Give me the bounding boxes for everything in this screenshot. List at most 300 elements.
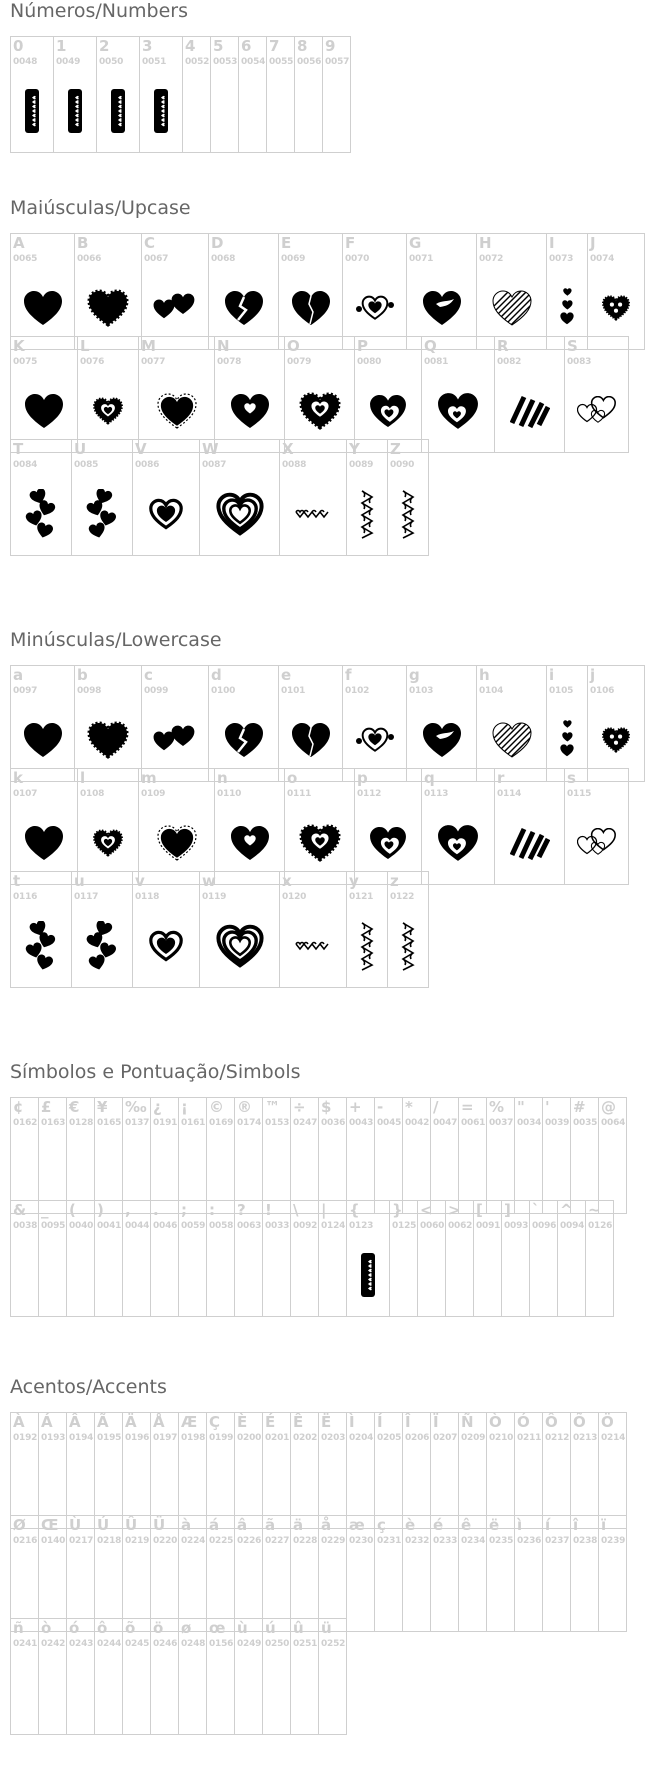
glyph-cell — [458, 1412, 487, 1529]
char-label: Œ — [41, 1516, 59, 1534]
char-label: ã — [265, 1516, 276, 1534]
char-label: 9 — [325, 37, 336, 55]
char-label: Â — [69, 1413, 81, 1431]
svg-text:♥♥♥♥♥♥♥: ♥♥♥♥♥♥♥ — [366, 1258, 372, 1291]
glyph-cell — [557, 1200, 586, 1317]
char-code: 0245 — [125, 1639, 150, 1649]
glyph-cell — [587, 665, 645, 782]
char-label: ' — [545, 1098, 550, 1116]
char-code: 0071 — [409, 254, 434, 264]
glyph-cell — [290, 1412, 319, 1529]
char-label: Ò — [489, 1413, 502, 1431]
glyph-cell — [206, 1097, 235, 1214]
heart-glyph-icon — [200, 904, 279, 987]
char-code: 0105 — [549, 686, 574, 696]
char-code: 0043 — [349, 1118, 374, 1128]
char-label: Z — [390, 440, 401, 458]
glyph-cell — [10, 1200, 39, 1317]
char-label: Ú — [97, 1516, 110, 1534]
char-code: 0119 — [202, 892, 227, 902]
char-label: & — [13, 1201, 27, 1219]
char-code: 0051 — [142, 57, 167, 67]
glyph-cell — [406, 233, 477, 350]
char-code: 0093 — [504, 1221, 529, 1231]
char-label: ` — [532, 1201, 540, 1219]
char-code: 0087 — [202, 460, 227, 470]
char-code: 0111 — [287, 789, 312, 799]
section-title: Números/Numbers — [10, 0, 188, 22]
char-label: + — [349, 1098, 362, 1116]
char-label: f — [345, 666, 352, 684]
char-label: ! — [265, 1201, 272, 1219]
heart-glyph-icon — [280, 904, 346, 987]
glyph-cell — [234, 1618, 263, 1735]
heart-glyph-icon — [422, 801, 494, 884]
char-label: Ù — [69, 1516, 82, 1534]
glyph-cell — [458, 1515, 487, 1632]
char-code: 0194 — [69, 1433, 94, 1443]
glyph-cell — [430, 1097, 459, 1214]
section-title: Maiúsculas/Upcase — [10, 197, 191, 219]
char-code: 0140 — [41, 1536, 66, 1546]
char-code: 0118 — [135, 892, 160, 902]
glyph-cell — [199, 439, 280, 556]
glyph-cell — [150, 1515, 179, 1632]
char-code: 0174 — [237, 1118, 262, 1128]
char-label: B — [77, 234, 89, 252]
char-code: 0251 — [293, 1639, 318, 1649]
char-label: Æ — [181, 1413, 198, 1431]
char-code: 0124 — [321, 1221, 346, 1231]
glyph-cell — [150, 1097, 179, 1214]
svg-text:♥♥♥♥♥♥♥: ♥♥♥♥♥♥♥ — [73, 94, 79, 127]
glyph-cell — [570, 1097, 599, 1214]
char-label: s — [567, 769, 576, 787]
glyph-cell — [206, 1200, 235, 1317]
glyph-row — [10, 1618, 346, 1735]
svg-text:♥♥♥♥♥♥♥: ♥♥♥♥♥♥♥ — [159, 94, 165, 127]
glyph-cell — [354, 336, 422, 453]
char-code: 0101 — [281, 686, 306, 696]
glyph-cell — [346, 439, 388, 556]
char-label: ® — [237, 1098, 252, 1116]
char-label: 8 — [297, 37, 308, 55]
glyph-row — [10, 1412, 626, 1529]
char-label: ä — [293, 1516, 304, 1534]
section-title: Símbolos e Pontuação/Simbols — [10, 1061, 301, 1083]
glyph-cell — [290, 1618, 319, 1735]
char-label: ™ — [265, 1098, 280, 1116]
glyph-cell — [262, 1412, 291, 1529]
char-code: 0039 — [545, 1118, 570, 1128]
glyph-cell — [74, 665, 142, 782]
heart-glyph-icon — [200, 472, 279, 555]
char-code: 0120 — [282, 892, 307, 902]
char-label: ñ — [13, 1619, 24, 1637]
glyph-cell — [279, 871, 347, 988]
glyph-cell — [66, 1412, 95, 1529]
char-code: 0246 — [153, 1639, 178, 1649]
char-label: 3 — [142, 37, 153, 55]
tag-glyph-icon — [97, 69, 139, 152]
char-label: ( — [69, 1201, 76, 1219]
tag-glyph-icon — [347, 1233, 389, 1316]
char-label: 6 — [241, 37, 252, 55]
char-code: 0233 — [433, 1536, 458, 1546]
glyph-cell — [10, 1097, 39, 1214]
char-code: 0234 — [461, 1536, 486, 1546]
char-code: 0092 — [293, 1221, 318, 1231]
svg-text:♥♥♥♥♥♥♥: ♥♥♥♥♥♥♥ — [116, 94, 122, 127]
heart-glyph-icon — [422, 369, 494, 452]
char-label: É — [265, 1413, 276, 1431]
char-code: 0156 — [209, 1639, 234, 1649]
glyph-cell — [10, 233, 75, 350]
glyph-cell — [318, 1515, 347, 1632]
char-code: 0199 — [209, 1433, 234, 1443]
char-label: \ — [293, 1201, 299, 1219]
glyph-cell — [486, 1515, 515, 1632]
char-code: 0049 — [56, 57, 81, 67]
glyph-cell — [342, 233, 407, 350]
char-label: { — [349, 1201, 360, 1219]
glyph-cell — [346, 1097, 375, 1214]
char-code: 0112 — [357, 789, 382, 799]
char-code: 0034 — [517, 1118, 542, 1128]
char-code: 0060 — [420, 1221, 445, 1231]
section-title: Minúsculas/Lowercase — [10, 629, 222, 651]
char-label: = — [461, 1098, 474, 1116]
glyph-cell — [542, 1515, 571, 1632]
char-label: é — [433, 1516, 444, 1534]
char-code: 0249 — [237, 1639, 262, 1649]
heart-glyph-icon — [347, 904, 387, 987]
glyph-cell — [421, 336, 495, 453]
char-code: 0218 — [97, 1536, 122, 1546]
glyph-cell — [494, 768, 565, 885]
char-code: 0212 — [545, 1433, 570, 1443]
char-label: ë — [489, 1516, 500, 1534]
char-code: 0104 — [479, 686, 504, 696]
glyph-cell — [94, 1412, 123, 1529]
char-label: R — [497, 337, 509, 355]
char-code: 0070 — [345, 254, 370, 264]
glyph-cell — [178, 1618, 207, 1735]
char-label: C — [144, 234, 156, 252]
glyph-row — [10, 665, 644, 782]
char-code: 0045 — [377, 1118, 402, 1128]
glyph-cell — [53, 36, 97, 153]
char-code: 0236 — [517, 1536, 542, 1546]
glyph-cell — [138, 768, 215, 885]
char-code: 0206 — [405, 1433, 430, 1443]
char-label: Õ — [573, 1413, 586, 1431]
char-code: 0114 — [497, 789, 522, 799]
char-code: 0117 — [74, 892, 99, 902]
char-code: 0057 — [325, 57, 350, 67]
char-label: i — [549, 666, 555, 684]
glyph-cell — [598, 1412, 627, 1529]
char-code: 0066 — [77, 254, 102, 264]
char-label: U — [74, 440, 87, 458]
glyph-cell — [346, 1515, 375, 1632]
glyph-cell — [208, 665, 279, 782]
glyph-cell — [214, 336, 285, 453]
char-label: N — [217, 337, 230, 355]
char-label: . — [153, 1201, 159, 1219]
char-code: 0214 — [601, 1433, 626, 1443]
char-label: / — [433, 1098, 439, 1116]
char-label: [ — [476, 1201, 483, 1219]
char-label: L — [80, 337, 90, 355]
char-label: 1 — [56, 37, 67, 55]
char-code: 0161 — [181, 1118, 206, 1128]
glyph-cell — [66, 1618, 95, 1735]
char-label: È — [237, 1413, 248, 1431]
char-code: 0036 — [321, 1118, 346, 1128]
char-label: o — [287, 769, 298, 787]
char-label: Û — [125, 1516, 138, 1534]
char-code: 0090 — [390, 460, 415, 470]
glyph-cell — [234, 1097, 263, 1214]
glyph-cell — [387, 439, 429, 556]
char-code: 0244 — [97, 1639, 122, 1649]
glyph-cell — [66, 1200, 95, 1317]
char-label: @ — [601, 1098, 616, 1116]
glyph-cell — [182, 36, 211, 153]
char-code: 0053 — [213, 57, 238, 67]
char-code: 0044 — [125, 1221, 150, 1231]
char-code: 0238 — [573, 1536, 598, 1546]
glyph-cell — [402, 1412, 431, 1529]
glyph-cell — [266, 36, 295, 153]
char-code: 0235 — [489, 1536, 514, 1546]
char-code: 0209 — [461, 1433, 486, 1443]
glyph-cell — [476, 665, 547, 782]
char-code: 0047 — [433, 1118, 458, 1128]
char-code: 0192 — [13, 1433, 38, 1443]
char-code: 0082 — [497, 357, 522, 367]
glyph-cell — [10, 336, 78, 453]
glyph-cell — [501, 1200, 530, 1317]
glyph-cell — [77, 768, 139, 885]
glyph-cell — [10, 1412, 39, 1529]
char-label: œ — [209, 1619, 226, 1637]
glyph-cell — [178, 1200, 207, 1317]
glyph-cell — [585, 1200, 614, 1317]
heart-glyph-icon — [72, 472, 132, 555]
char-code: 0056 — [297, 57, 322, 67]
char-label: ¿ — [153, 1098, 162, 1116]
glyph-cell — [430, 1412, 459, 1529]
glyph-cell — [278, 665, 343, 782]
glyph-cell — [318, 1200, 347, 1317]
glyph-cell — [476, 233, 547, 350]
char-label: à — [181, 1516, 192, 1534]
char-code: 0096 — [532, 1221, 557, 1231]
char-code: 0089 — [349, 460, 374, 470]
char-label: n — [217, 769, 228, 787]
char-label: S — [567, 337, 578, 355]
char-label: ü — [321, 1619, 332, 1637]
heart-glyph-icon — [495, 801, 564, 884]
char-code: 0202 — [293, 1433, 318, 1443]
glyph-cell — [322, 36, 351, 153]
char-label: l — [80, 769, 86, 787]
glyph-cell — [417, 1200, 446, 1317]
char-label: 2 — [99, 37, 110, 55]
glyph-cell — [66, 1515, 95, 1632]
char-code: 0103 — [409, 686, 434, 696]
char-label: Y — [349, 440, 360, 458]
heart-glyph-icon — [495, 369, 564, 452]
char-label: ¢ — [13, 1098, 24, 1116]
glyph-cell — [279, 439, 347, 556]
glyph-cell — [598, 1515, 627, 1632]
char-code: 0210 — [489, 1433, 514, 1443]
glyph-cell — [546, 233, 588, 350]
char-code: 0099 — [144, 686, 169, 696]
char-code: 0084 — [13, 460, 38, 470]
char-label: Ï — [433, 1413, 439, 1431]
char-label: % — [489, 1098, 505, 1116]
char-label: Ì — [349, 1413, 355, 1431]
char-code: 0108 — [80, 789, 105, 799]
char-code: 0121 — [349, 892, 374, 902]
char-label: e — [281, 666, 292, 684]
char-label: z — [390, 872, 399, 890]
glyph-cell — [494, 336, 565, 453]
glyph-cell — [178, 1097, 207, 1214]
heart-glyph-icon — [280, 472, 346, 555]
glyph-cell — [122, 1412, 151, 1529]
char-label: P — [357, 337, 368, 355]
char-code: 0163 — [41, 1118, 66, 1128]
glyph-cell — [38, 1618, 67, 1735]
glyph-cell — [38, 1097, 67, 1214]
glyph-row — [10, 871, 428, 988]
glyph-cell — [122, 1618, 151, 1735]
char-label: G — [409, 234, 422, 252]
glyph-cell — [77, 336, 139, 453]
char-code: 0231 — [377, 1536, 402, 1546]
char-label: Ã — [97, 1413, 109, 1431]
glyph-cell — [564, 768, 629, 885]
glyph-cell — [210, 36, 239, 153]
char-label: t — [13, 872, 21, 890]
char-code: 0116 — [13, 892, 38, 902]
svg-text:♥♥♥♥♥♥♥: ♥♥♥♥♥♥♥ — [30, 94, 36, 127]
glyph-cell — [178, 1412, 207, 1529]
char-label: O — [287, 337, 300, 355]
glyph-cell — [294, 36, 323, 153]
heart-glyph-icon — [72, 904, 132, 987]
char-label: Ä — [125, 1413, 137, 1431]
char-label: Ê — [293, 1413, 304, 1431]
char-code: 0248 — [181, 1639, 206, 1649]
glyph-cell — [206, 1412, 235, 1529]
char-code: 0061 — [461, 1118, 486, 1128]
char-label: , — [125, 1201, 131, 1219]
char-code: 0228 — [293, 1536, 318, 1546]
char-label: H — [479, 234, 492, 252]
glyph-cell — [374, 1515, 403, 1632]
glyph-row — [10, 439, 428, 556]
char-code: 0227 — [265, 1536, 290, 1546]
char-label: © — [209, 1098, 224, 1116]
glyph-cell — [178, 1515, 207, 1632]
char-label: > — [448, 1201, 461, 1219]
heart-glyph-icon — [565, 801, 628, 884]
char-label: ÷ — [293, 1098, 306, 1116]
char-code: 0063 — [237, 1221, 262, 1231]
char-label: ø — [181, 1619, 192, 1637]
glyph-cell — [402, 1515, 431, 1632]
char-code: 0226 — [237, 1536, 262, 1546]
glyph-cell — [238, 36, 267, 153]
glyph-cell — [10, 439, 72, 556]
char-label: < — [420, 1201, 433, 1219]
char-code: 0216 — [13, 1536, 38, 1546]
glyph-cell — [546, 665, 588, 782]
char-code: 0062 — [448, 1221, 473, 1231]
char-code: 0058 — [209, 1221, 234, 1231]
char-code: 0128 — [69, 1118, 94, 1128]
glyph-cell — [318, 1412, 347, 1529]
glyph-cell — [458, 1097, 487, 1214]
char-code: 0098 — [77, 686, 102, 696]
char-code: 0097 — [13, 686, 38, 696]
heart-glyph-icon — [388, 472, 428, 555]
glyph-cell — [141, 233, 209, 350]
char-label: m — [141, 769, 157, 787]
char-code: 0095 — [41, 1221, 66, 1231]
glyph-row — [10, 336, 628, 453]
glyph-cell — [38, 1200, 67, 1317]
char-label: K — [13, 337, 25, 355]
char-label: ‰ — [125, 1098, 147, 1116]
char-label: $ — [321, 1098, 332, 1116]
char-label: î — [573, 1516, 579, 1534]
glyph-cell — [421, 768, 495, 885]
char-code: 0113 — [424, 789, 449, 799]
char-code: 0076 — [80, 357, 105, 367]
char-label: ú — [265, 1619, 276, 1637]
glyph-cell — [234, 1412, 263, 1529]
char-code: 0059 — [181, 1221, 206, 1231]
glyph-row — [10, 1097, 626, 1214]
glyph-cell — [387, 871, 429, 988]
heart-glyph-icon — [347, 472, 387, 555]
char-label: 4 — [185, 37, 196, 55]
glyph-cell — [132, 871, 200, 988]
char-code: 0110 — [217, 789, 242, 799]
char-label: í — [545, 1516, 551, 1534]
glyph-cell — [122, 1200, 151, 1317]
char-label: Ô — [545, 1413, 558, 1431]
char-label: Í — [377, 1413, 383, 1431]
char-code: 0054 — [241, 57, 266, 67]
glyph-cell — [141, 665, 209, 782]
char-label: V — [135, 440, 147, 458]
glyph-cell — [150, 1618, 179, 1735]
glyph-cell — [150, 1412, 179, 1529]
glyph-cell — [262, 1618, 291, 1735]
char-code: 0162 — [13, 1118, 38, 1128]
char-label: Ø — [13, 1516, 26, 1534]
char-label: Å — [153, 1413, 165, 1431]
char-label: Ñ — [461, 1413, 474, 1431]
